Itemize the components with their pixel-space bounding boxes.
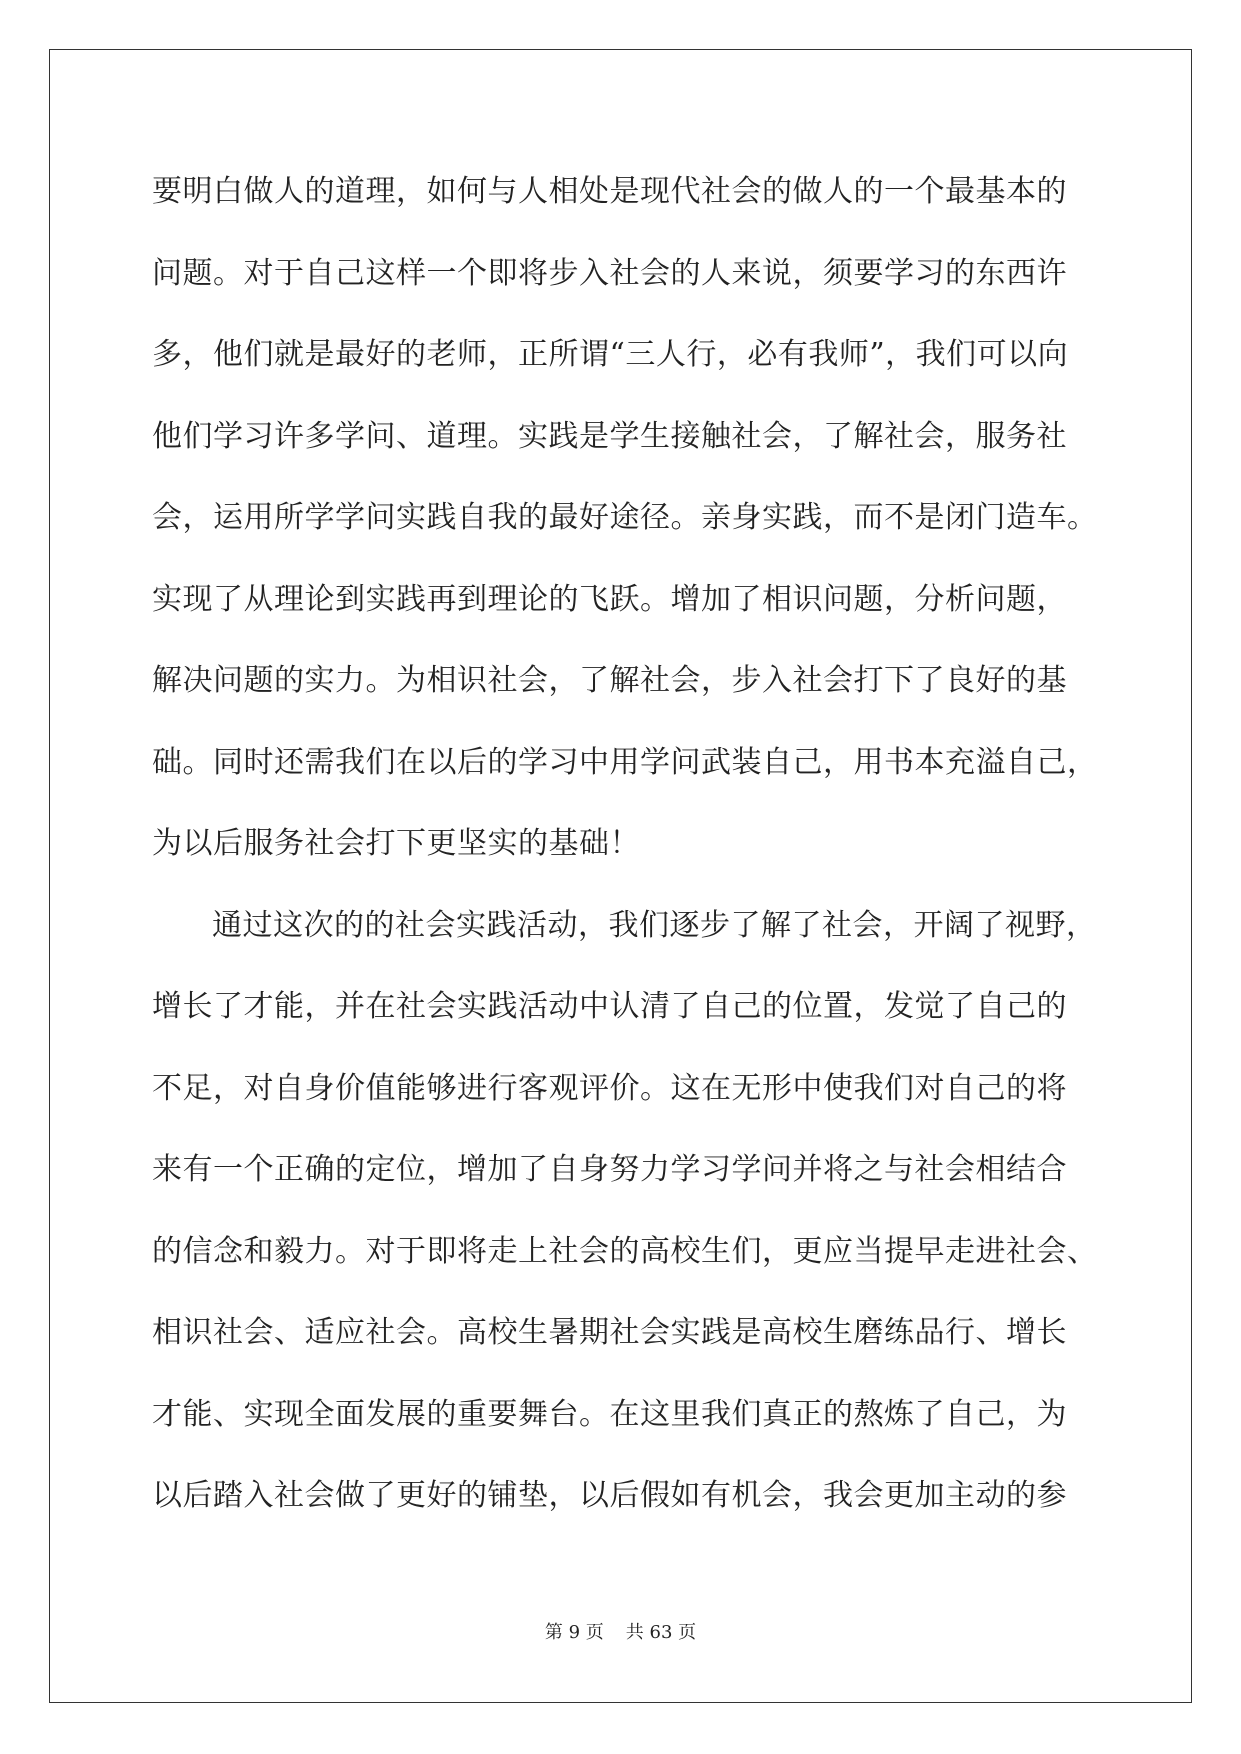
text-line: 为以后服务社会打下更坚实的基础！: [152, 826, 640, 861]
text-line: 相识社会、适应社会。高校生暑期社会实践是高校生磨练品行、增长: [152, 1315, 1067, 1350]
text-line: 多，他们就是最好的老师，正所谓“三人行，必有我师”，我们可以向: [152, 337, 1069, 372]
text-line: 解决问题的实力。为相识社会，了解社会，步入社会打下了良好的基: [152, 663, 1067, 698]
text-line: 会，运用所学学问实践自我的最好途径。亲身实践，而不是闭门造车。: [152, 500, 1098, 535]
text-line: 他们学习许多学问、道理。实践是学生接触社会，了解社会，服务社: [152, 418, 1067, 454]
text-line: 实现了从理论到实践再到理论的飞跃。增加了相识问题，分析问题，: [152, 581, 1067, 617]
page-total: 共 63 页: [625, 1622, 697, 1643]
text-line: 问题。对于自己这样一个即将步入社会的人来说，须要学习的东西许: [152, 255, 1067, 291]
page-number: 第 9 页: [544, 1622, 604, 1643]
text-line: 以后踏入社会做了更好的铺垫，以后假如有机会，我会更加主动的参: [152, 1478, 1067, 1513]
text-line: 不足，对自身价值能够进行客观评价。这在无形中使我们对自己的将: [152, 1070, 1067, 1106]
document-body: [152, 164, 1098, 1550]
text-line: 增长了才能，并在社会实践活动中认清了自己的位置，发觉了自己的: [152, 989, 1067, 1024]
paragraph-start-line: 通过这次的的社会实践活动，我们逐步了解了社会，开阔了视野，: [212, 907, 1097, 943]
page-footer: [0, 1618, 1241, 1644]
text-line: 础。同时还需我们在以后的学习中用学问武装自己，用书本充溢自己，: [152, 744, 1098, 780]
text-line: 才能、实现全面发展的重要舞台。在这里我们真正的熬炼了自己，为: [152, 1396, 1067, 1432]
text-line: 要明白做人的道理，如何与人相处是现代社会的做人的一个最基本的: [152, 174, 1067, 209]
text-line: 的信念和毅力。对于即将走上社会的高校生们，更应当提早走进社会、: [152, 1233, 1098, 1269]
text-line: 来有一个正确的定位，增加了自身努力学习学问并将之与社会相结合: [152, 1152, 1067, 1187]
